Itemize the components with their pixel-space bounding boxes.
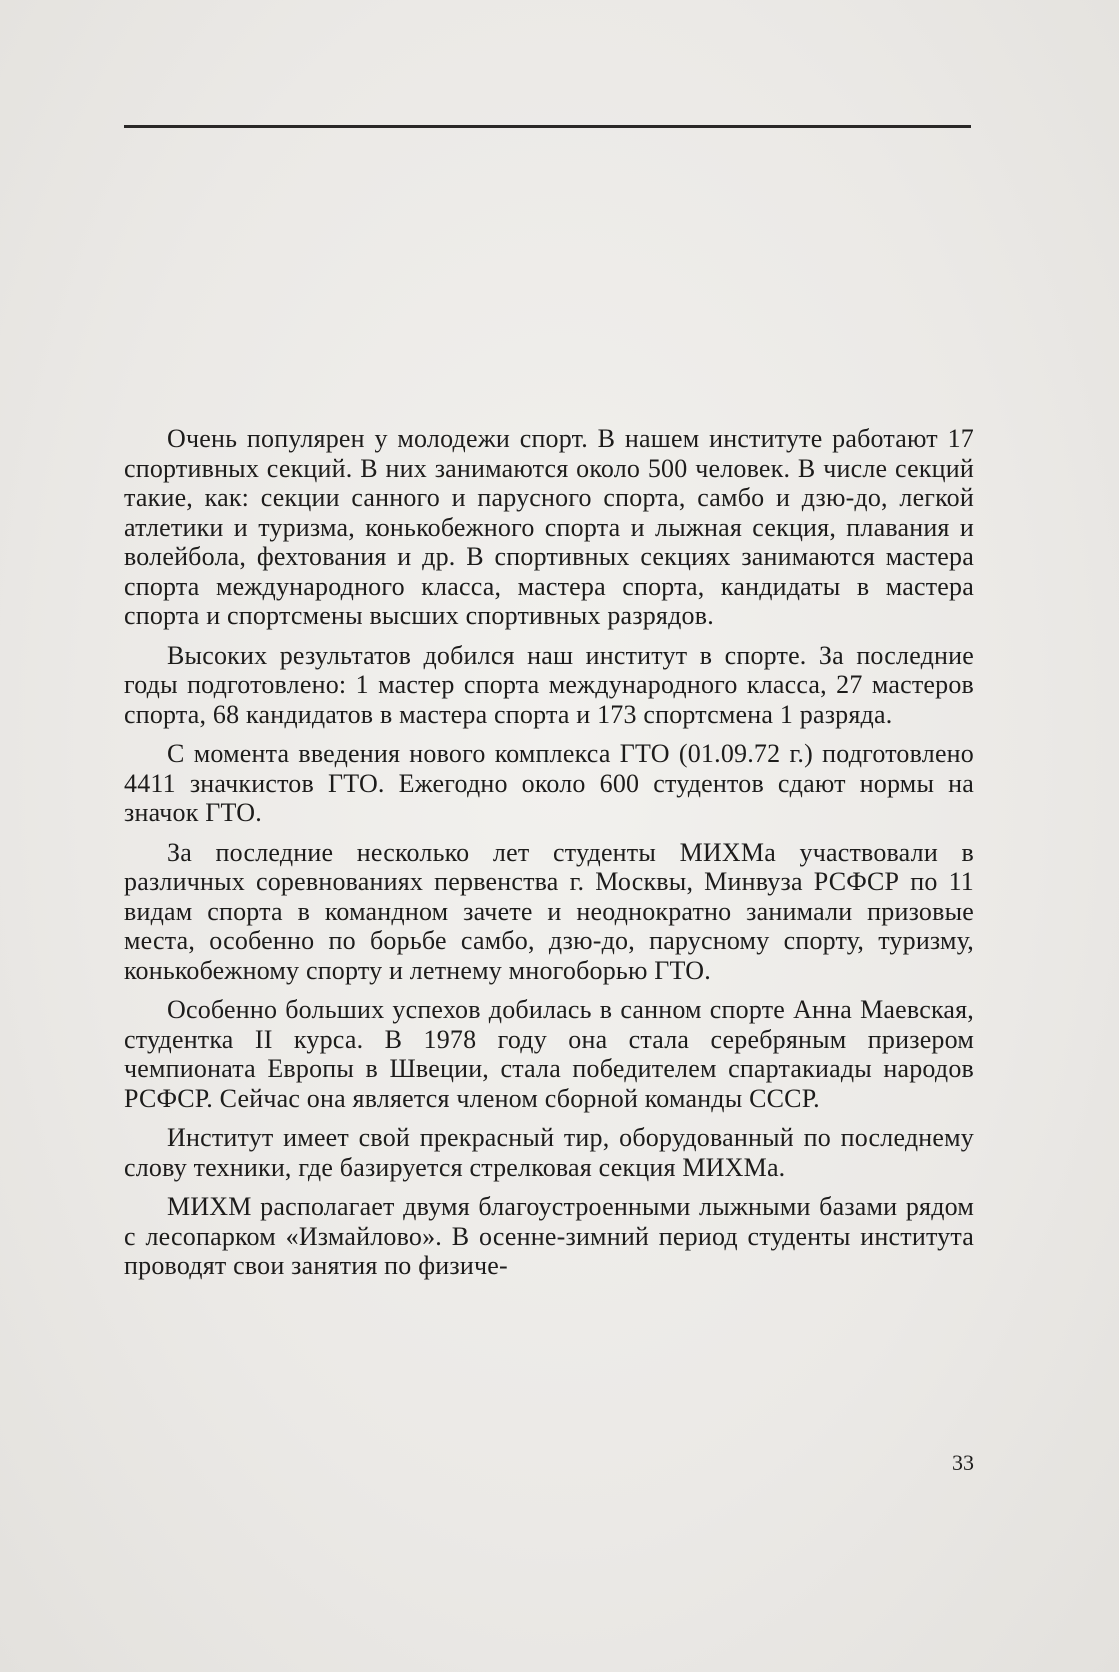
paragraph-shooting-range: Институт имеет свой прекрасный тир, оборудованный по последнему слову техники, где базируется стрелковая секция МИХМа. [124, 1123, 974, 1182]
paragraph-results: Высоких результатов добился наш институт в спорте. За последние годы подготовлено: 1 мастер спорта международного класса, 27 мастеров спорта, 68 кандидатов в мастера спорта и 173 спортсмена 1 разряда. [124, 640, 974, 729]
page-number: 33 [952, 1450, 974, 1475]
paragraph-competitions: За последние несколько лет студенты МИХМа участвовали в различных соревнованиях первенства г. Москвы, Минвуза РСФСР по 11 видам спорта в командном зачете и неоднократно занимали призовые места, особенно по борьбе самбо, дзю-до, парусному спорту, туризму, конькобежному спорту и летнему многоборью ГТО. [124, 837, 974, 985]
paragraph-ski-bases: МИХМ располагает двумя благоустроенными лыжными базами рядом с лесопарком «Измайлово». В осенне-зимний период студенты института проводят свои занятия по физиче- [124, 1192, 974, 1280]
paragraph-maevskaya: Особенно больших успехов добилась в санном спорте Анна Маевская, студентка II курса. В 1978 году она стала серебряным призером чемпионата Европы в Швеции, стала победителем спартакиады народов РСФСР. Сейчас она является членом сборной команды СССР. [124, 995, 974, 1113]
paragraph-sport-popularity: Очень популярен у молодежи спорт. В нашем институте работают 17 спортивных секций. В них занимаются около 500 человек. В числе секций такие, как: секции санного и парусного спорта, самбо и дзю-до, легкой атлетики и туризма, конькобежного спорта и лыжная секция, плавания и волейбола, фехтования и др. В спортивных секциях занимаются мастера спорта международного класса, мастера спорта, кандидаты в мастера спорта и спортсмены высших спортивных разрядов. [124, 424, 974, 630]
body-text [124, 424, 974, 1291]
top-rule [124, 125, 971, 128]
paragraph-gto: С момента введения нового комплекса ГТО (01.09.72 г.) подготовлено 4411 значкистов ГТО. Ежегодно около 600 студентов сдают нормы на значок ГТО. [124, 739, 974, 827]
